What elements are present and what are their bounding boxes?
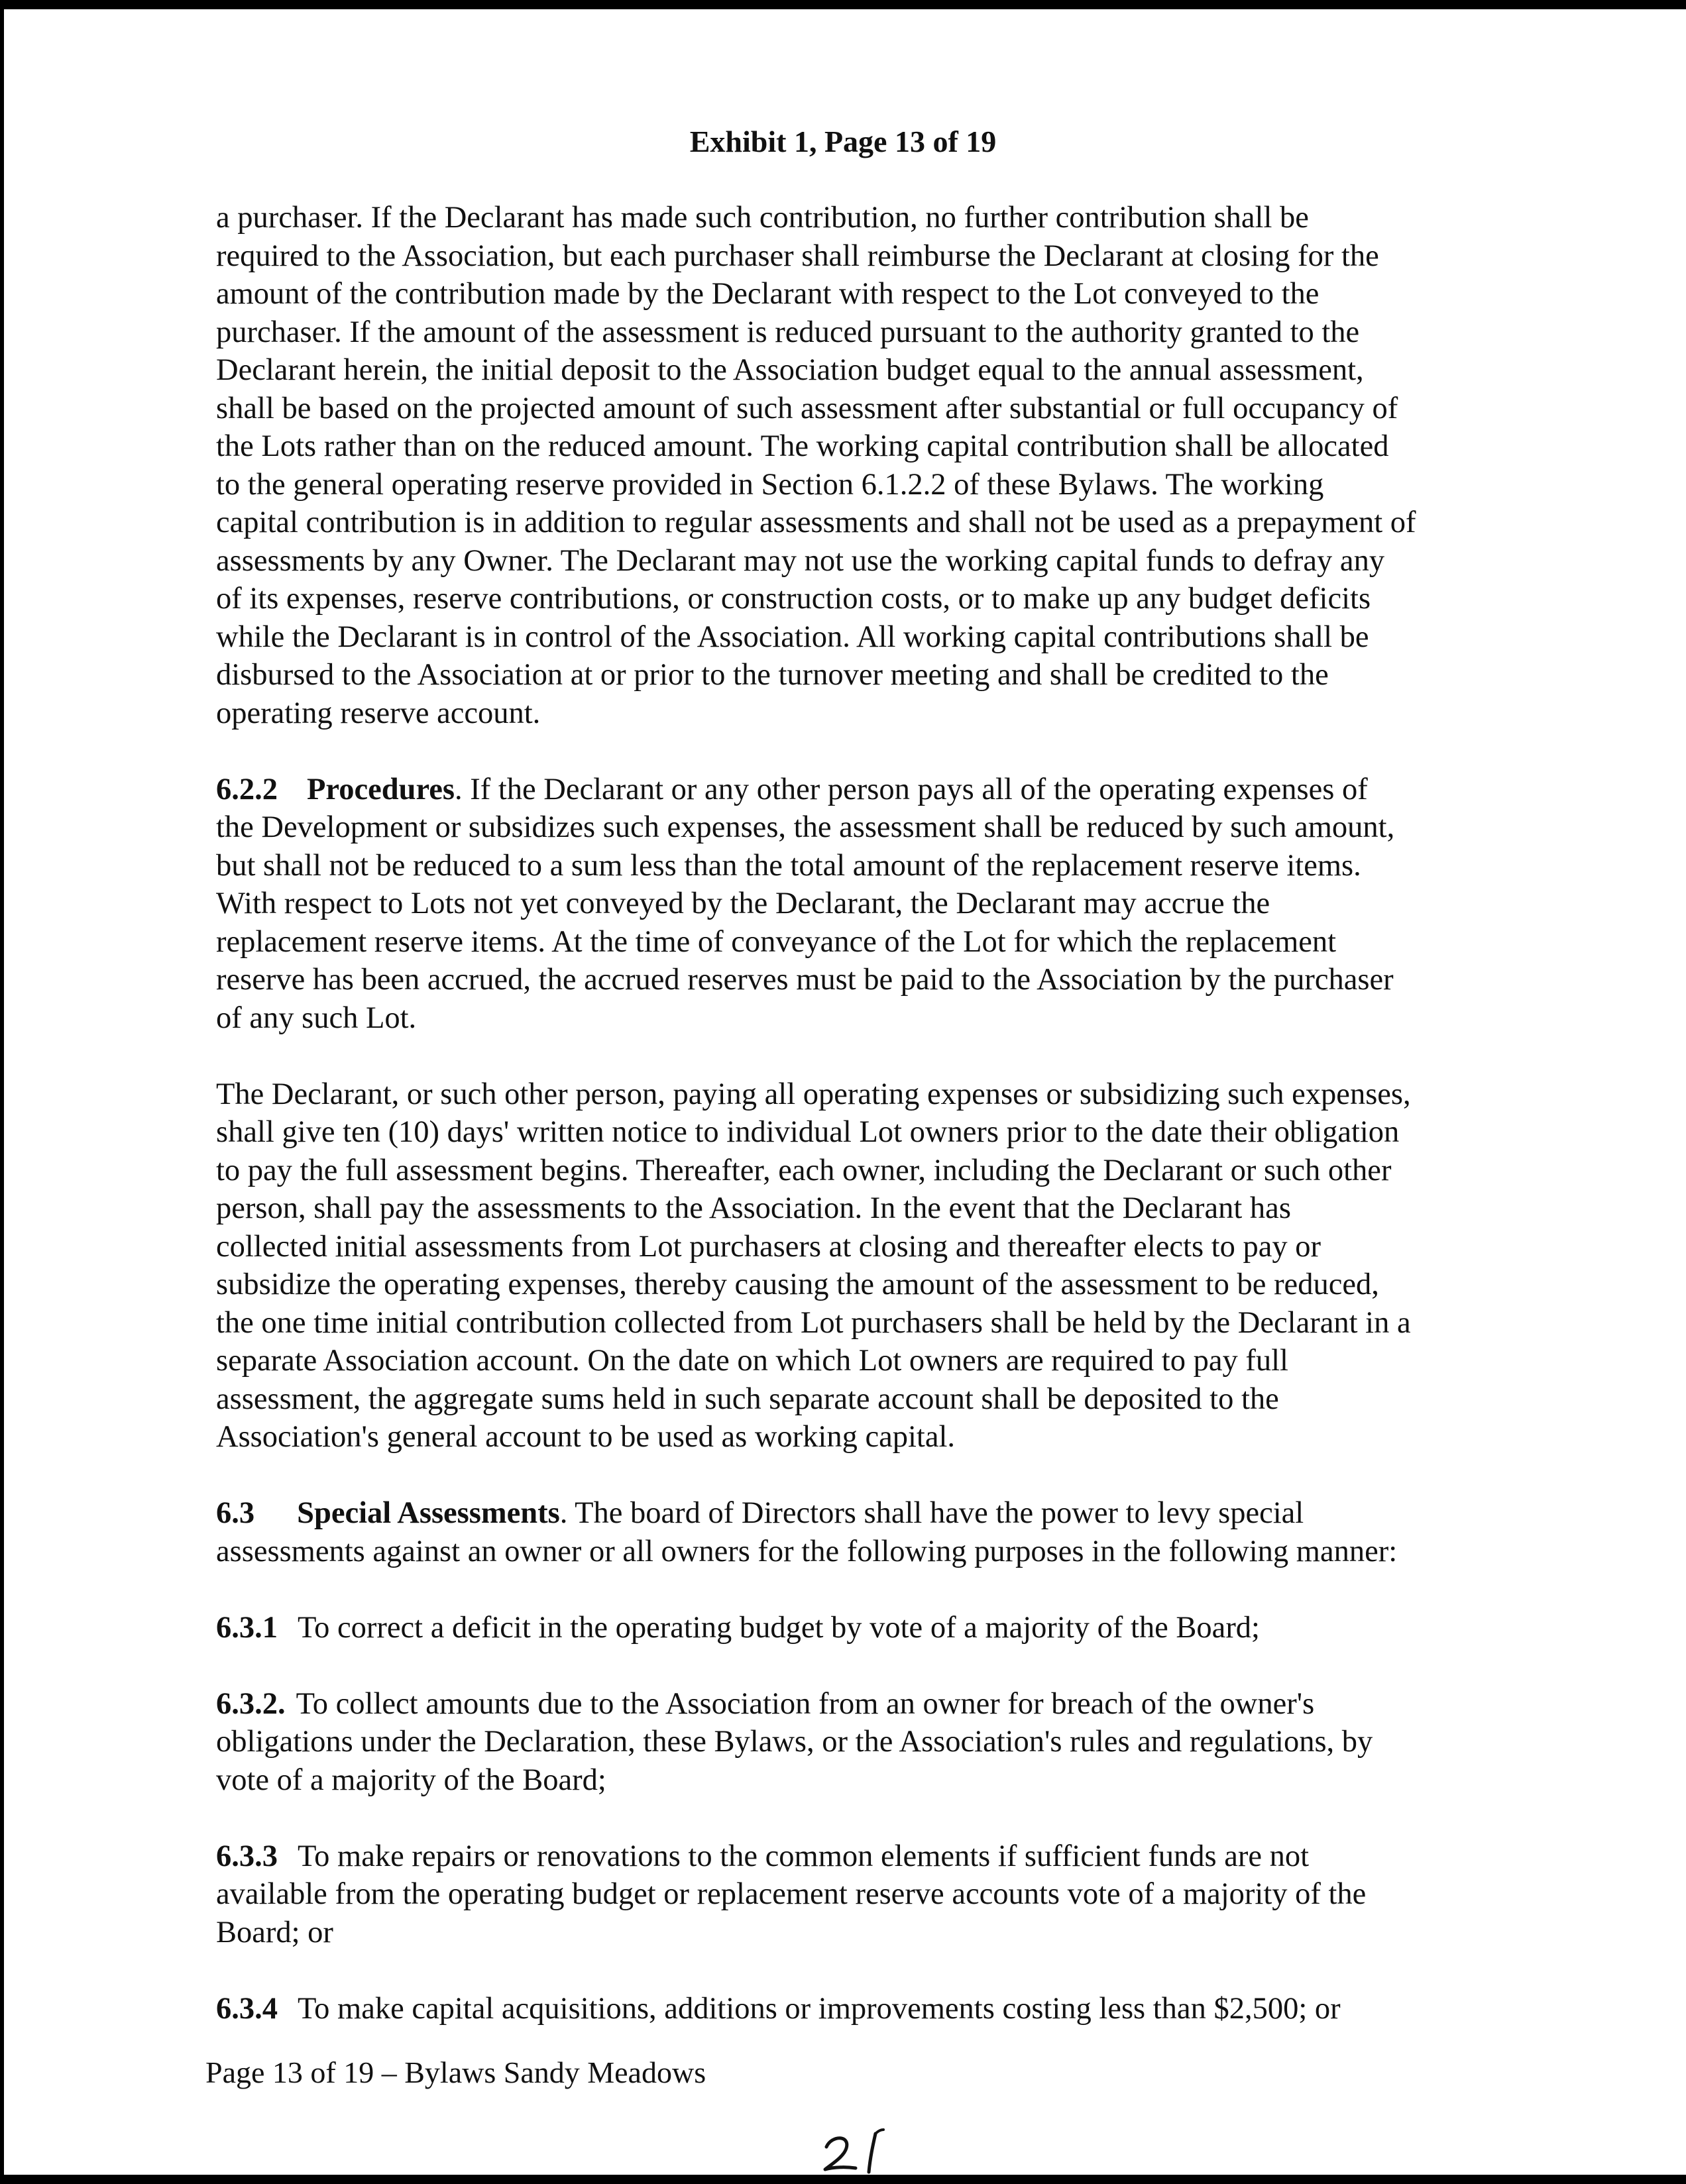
paragraph-line: amount of the contribution made by the Declarant with respect to the Lot conveyed to the — [216, 277, 1320, 311]
paragraph-line: capital contribution is in addition to regular assessments and shall not be used as a prepayment of — [216, 506, 1416, 539]
section-6-2-2 — [216, 771, 1515, 1038]
section-6-3-4-first-line — [216, 1990, 1515, 2028]
section-6-3-2 — [216, 1685, 1515, 1800]
paragraph-line: assessment, the aggregate sums held in such separate account shall be deposited to the — [216, 1382, 1279, 1416]
section-6-2-2-line: With respect to Lots not yet conveyed by the Declarant, the Declarant may accrue the — [216, 887, 1270, 920]
section-6-3-2-line: obligations under the Declaration, these Bylaws, or the Association's rules and regulations, by — [216, 1725, 1373, 1759]
scan-border-left — [0, 0, 4, 2184]
section-6-2-2-line: replacement reserve items. At the time of conveyance of the Lot for which the replacement — [216, 924, 1337, 959]
section-6-3-2-first-line — [216, 1685, 1515, 1723]
paragraph-line: assessments by any Owner. The Declarant may not use the working capital funds to defray any — [216, 543, 1385, 578]
paragraph-line: Association's general account to be used as working capital. — [216, 1420, 956, 1454]
paragraph-line: collected initial assessments from Lot purchasers at closing and thereafter elects to pay or — [216, 1229, 1321, 1264]
section-text: To correct a deficit in the operating budget by vote of a majority of the Board; — [298, 1610, 1260, 1645]
paragraph-line: the Lots rather than on the reduced amount. The working capital contribution shall be allocated — [216, 429, 1389, 463]
paragraph-line: the one time initial contribution collected from Lot purchasers shall be held by the Declarant in a — [216, 1305, 1411, 1340]
paragraph-line: shall give ten (10) days' written notice to individual Lot owners prior to the date their obligation — [216, 1115, 1400, 1149]
section-text: . If the Declarant or any other person pays all of the operating expenses of — [455, 772, 1368, 806]
section-6-2-2-line: of any such Lot. — [216, 1001, 417, 1035]
section-title: Special Assessments — [297, 1496, 560, 1530]
section-6-3 — [216, 1494, 1515, 1570]
paragraph-line: required to the Association, but each purchaser shall reimburse the Declarant at closing for the — [216, 239, 1379, 273]
paragraph-line: to the general operating reserve provided in Section 6.1.2.2 of these Bylaws. The working — [216, 467, 1324, 502]
section-6-3-3-first-line — [216, 1837, 1515, 1876]
handwritten-page-mark — [812, 2120, 905, 2180]
section-number: 6.3 — [216, 1496, 255, 1530]
paragraph-line: The Declarant, or such other person, paying all operating expenses or subsidizing such expenses, — [216, 1077, 1411, 1111]
section-text: To collect amounts due to the Association from an owner for breach of the owner's — [296, 1686, 1315, 1721]
scan-border-top — [0, 0, 1686, 9]
section-text: To make capital acquisitions, additions or improvements costing less than $2,500; or — [298, 1991, 1341, 2026]
paragraph-line: person, shall pay the assessments to the Association. In the event that the Declarant has — [216, 1191, 1291, 1225]
section-title: Procedures — [307, 772, 455, 806]
section-6-3-3 — [216, 1837, 1515, 1952]
paragraph-line: subsidize the operating expenses, thereby causing the amount of the assessment to be reduced, — [216, 1268, 1379, 1301]
section-text: To make repairs or renovations to the common elements if sufficient funds are not — [298, 1839, 1310, 1873]
paragraph-notice — [216, 1075, 1515, 1456]
section-6-3-1-first-line — [216, 1609, 1515, 1647]
paragraph-line: disbursed to the Association at or prior to the turnover meeting and shall be credited to the — [216, 658, 1329, 692]
paragraph-line: while the Declarant is in control of the Association. All working capital contributions shall be — [216, 620, 1369, 654]
section-number: 6.3.3 — [216, 1839, 278, 1873]
section-number: 6.3.1 — [216, 1610, 278, 1645]
page-footer: Page 13 of 19 – Bylaws Sandy Meadows — [205, 2055, 706, 2089]
section-6-3-2-line: vote of a majority of the Board; — [216, 1763, 606, 1797]
section-6-3-line: assessments against an owner or all owners for the following purposes in the following manner: — [216, 1534, 1398, 1568]
section-6-3-1 — [216, 1609, 1515, 1647]
paragraph-line: shall be based on the projected amount of such assessment after substantial or full occupancy of — [216, 391, 1398, 425]
paragraph-line: of its expenses, reserve contributions, or construction costs, or to make up any budget deficits — [216, 582, 1371, 616]
section-6-3-3-line: Board; or — [216, 1915, 333, 1949]
section-number: 6.2.2 — [216, 772, 278, 806]
section-number: 6.3.4 — [216, 1991, 278, 2026]
section-6-2-2-line: reserve has been accrued, the accrued reserves must be paid to the Association by the purchaser — [216, 963, 1394, 997]
section-6-2-2-line: the Development or subsidizes such expenses, the assessment shall be reduced by such amount, — [216, 810, 1395, 844]
page-header: Exhibit 1, Page 13 of 19 — [689, 125, 997, 158]
section-6-2-2-first-line — [216, 771, 1515, 809]
section-text: . The board of Directors shall have the power to levy special — [559, 1496, 1304, 1530]
section-number: 6.3.2. — [216, 1686, 286, 1721]
paragraph-line: purchaser. If the amount of the assessment is reduced pursuant to the authority granted to the — [216, 315, 1360, 349]
paragraph-line: to pay the full assessment begins. Thereafter, each owner, including the Declarant or such other — [216, 1153, 1392, 1187]
section-6-3-4 — [216, 1990, 1515, 2028]
section-6-3-first-line — [216, 1494, 1515, 1533]
paragraph-line: separate Association account. On the date on which Lot owners are required to pay full — [216, 1344, 1288, 1378]
section-6-2-2-line: but shall not be reduced to a sum less than the total amount of the replacement reserve items. — [216, 848, 1361, 883]
paragraph-line: operating reserve account. — [216, 696, 541, 730]
paragraph-line: a purchaser. If the Declarant has made such contribution, no further contribution shall be — [216, 201, 1309, 235]
section-6-3-3-line: available from the operating budget or replacement reserve accounts vote of a majority of the — [216, 1877, 1367, 1911]
paragraph-line: Declarant herein, the initial deposit to the Association budget equal to the annual assessment, — [216, 353, 1364, 387]
paragraph-working-capital — [216, 199, 1515, 732]
document-body — [216, 199, 1515, 2066]
